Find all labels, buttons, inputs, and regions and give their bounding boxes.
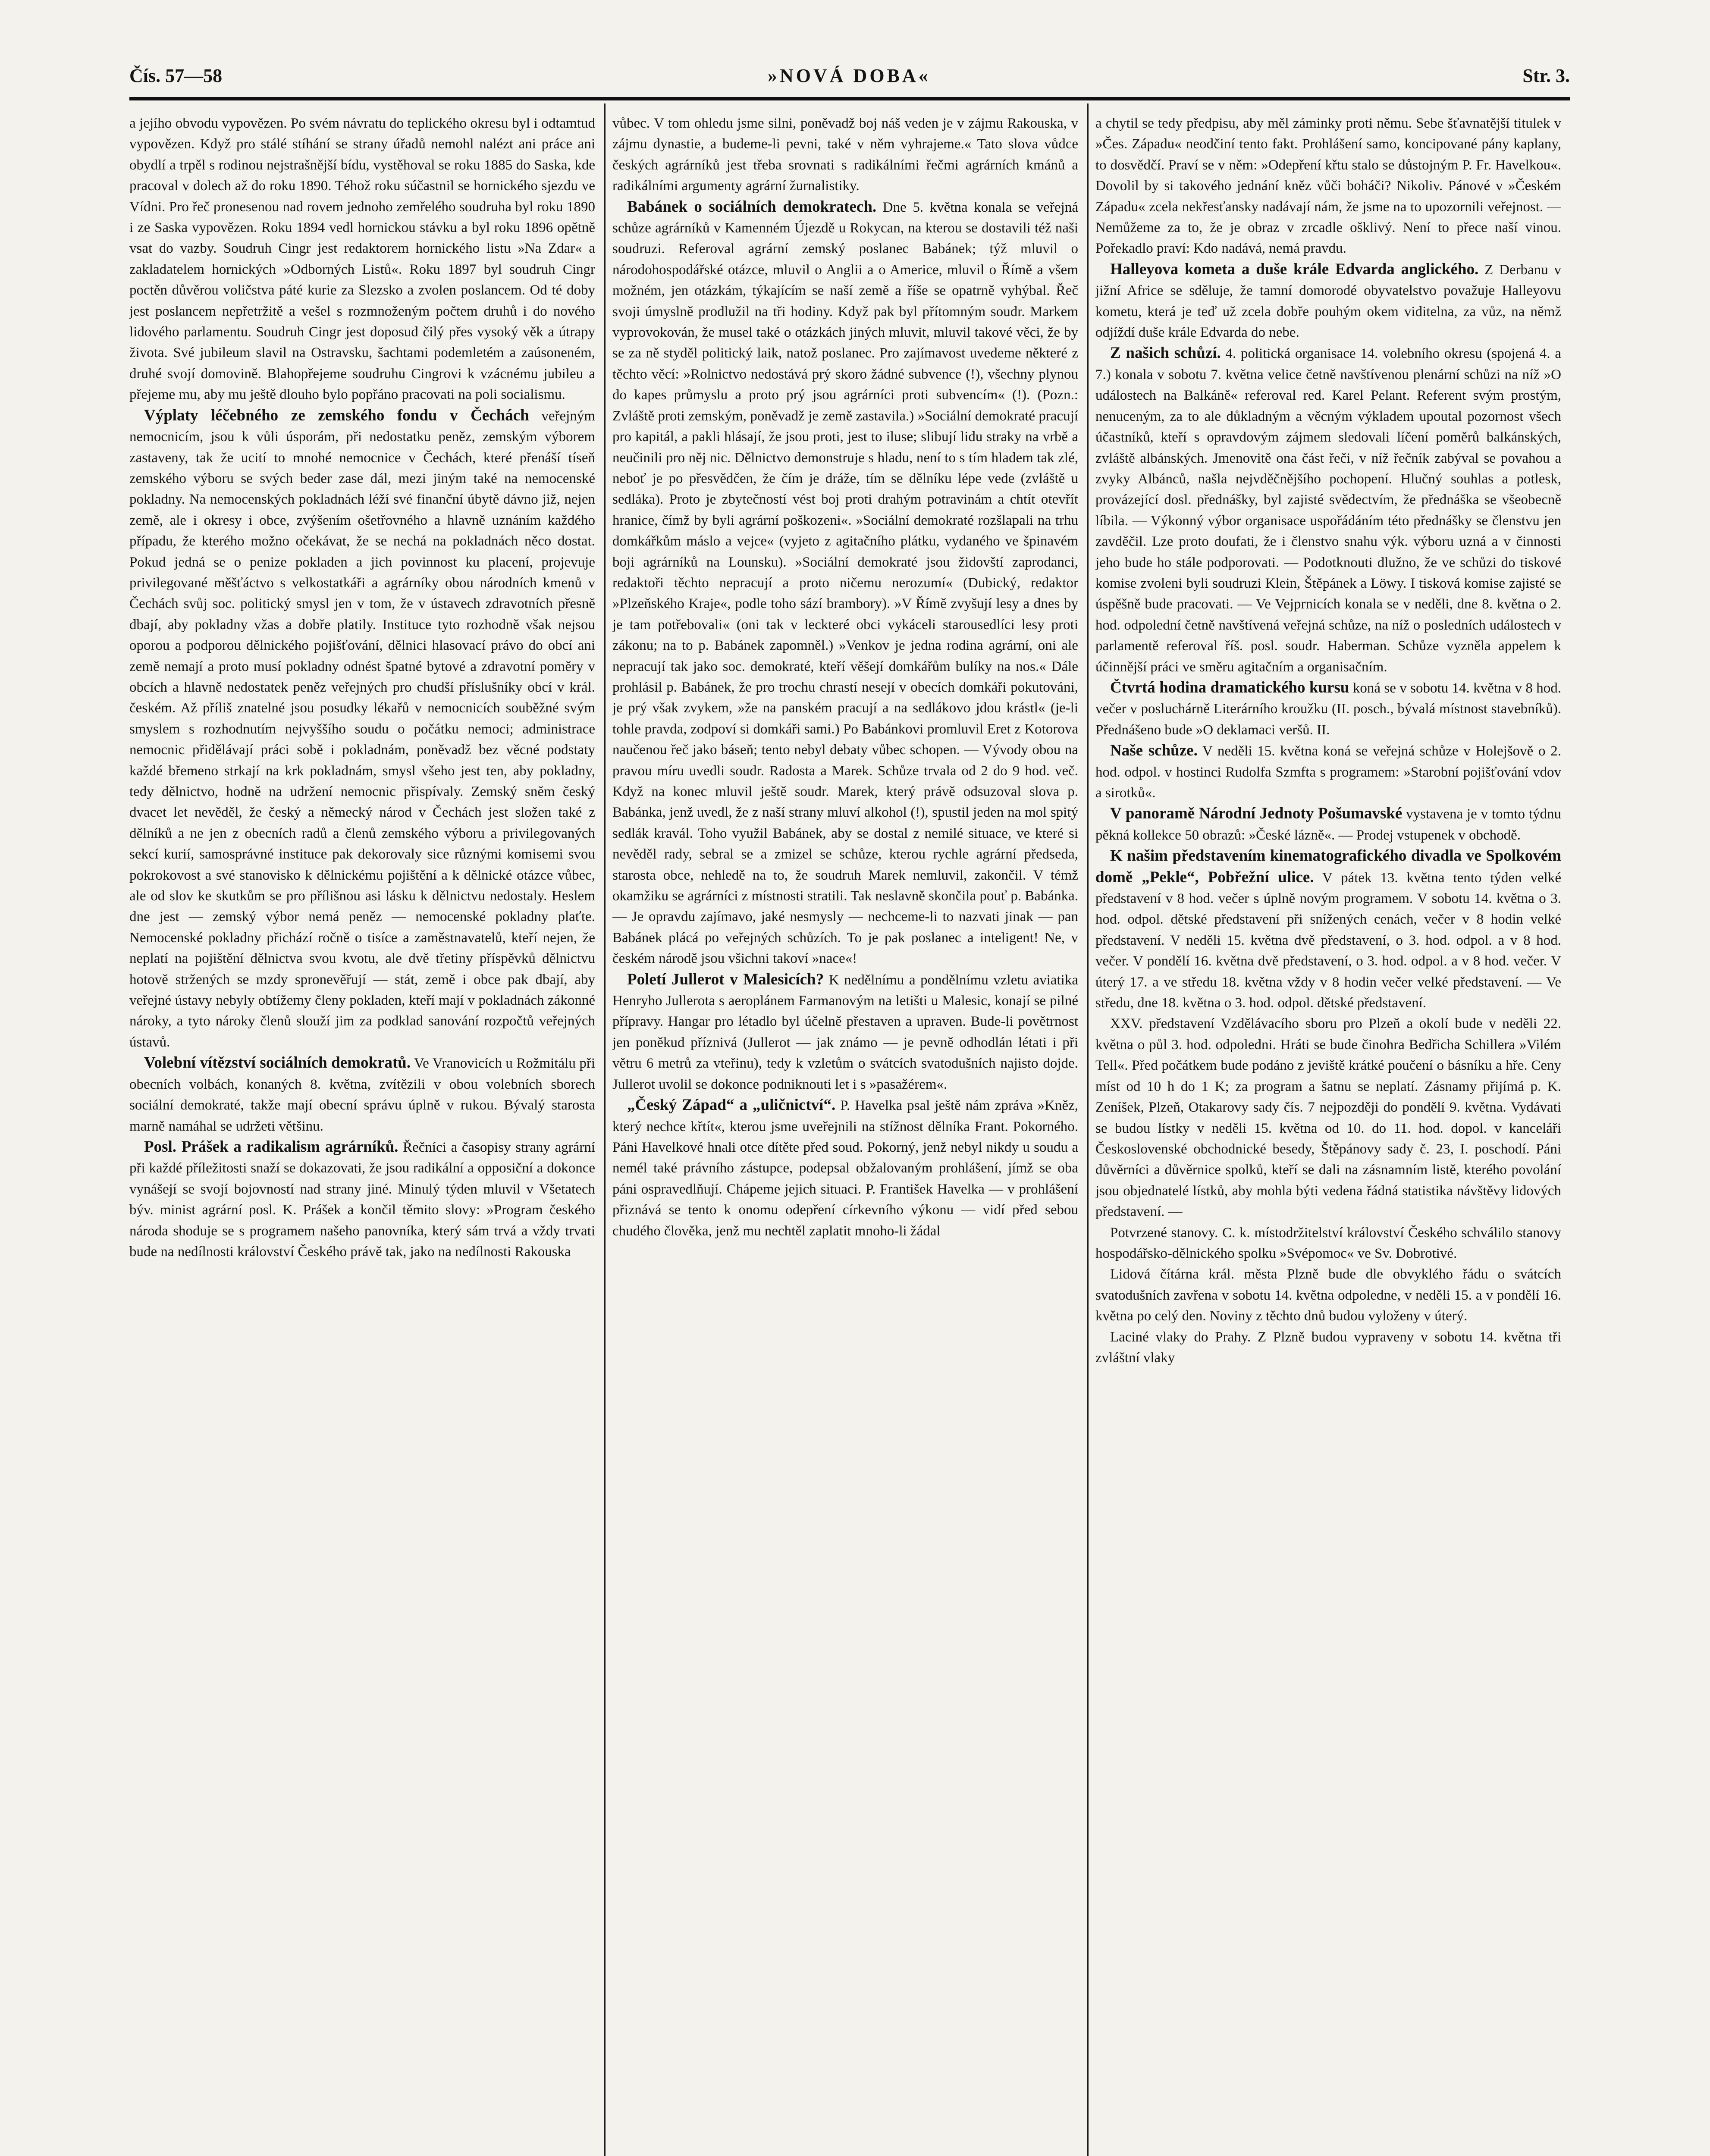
article-text: vůbec. V tom ohledu jsme silni, poněvadž boj náš veden je v zájmu Rakouska, v zájmu dynastie, a budeme-li pevni, také v něm vyhrajeme.« Tato slova vůdce českých agrárníků jest třeba srovnati s radikálními řečmi agrárních kmánů a radikálními argumenty agrární žurnalistiky. xyxy=(612,116,1078,194)
article-headline: K našim představením kinematografického divadla ve Spolkovém domě „Pekle“, Pobřežní ulice. xyxy=(1095,847,1561,886)
page-header xyxy=(129,65,1570,91)
article-text: vystavena je v tomto týdnu pěkná kollekce 50 obrazů: »České lázně«. — Prodej vstupenek v obchodě. xyxy=(1095,806,1561,843)
article-paragraph xyxy=(1095,677,1561,740)
article-text: XXV. představení Vzdělávacího sboru pro Plzeň a okolí bude v neděli 22. května o půl 3. hod. odpoledni. Hráti se bude činohra Bedřicha Schillera »Vilém Tell«. Před počátkem bude podáno z jeviště krátké poučení o básníku a hře. Ceny míst od 10 h do 1 K; za program a šatnu se neplatí. Zásnamy přijímá p. K. Zeníšek, Plzeň, Otakarovy sady čís. 7 nejpozději do pondělí 9. května. Vydávati se budou lístky v neděli 15. května od 10. do 11. hod. dopol. v kanceláři Československé obchodnické besedy, Štěpánovy sady č. 23, I. poschodí. Páni důvěrníci a důvěrnice spolků, kteří se dali na zásnamním listě, kterého povolání jsou objednatelé lístků, aby mohla býti vedena řádná statistika návštěvy lidových představení. — xyxy=(1095,1016,1561,1220)
article-paragraph xyxy=(1095,740,1561,803)
issue-number: Čís. 57—58 xyxy=(129,65,223,86)
article-paragraph xyxy=(1095,1013,1561,1222)
article-text: V neděli 15. května koná se veřejná schůze v Holejšově o 2. hod. odpol. v hostinci Rudolfa Szmfta s programem: »Starobní pojišťování vdov a sirotků«. xyxy=(1095,743,1561,801)
article-headline: Naše schůze. xyxy=(1110,742,1198,760)
article-headline: Volební vítězství sociálních demokratů. xyxy=(144,1054,411,1072)
article-text: Potvrzené stanovy. C. k. místodržitelství království Českého schválilo stanovy hospodářsko-dělnického spolku »Svépomoc« ve Sv. Dobrotivé. xyxy=(1095,1225,1561,1261)
article-text: Lidová čítárna král. města Plzně bude dle obvyklého řádu o svátcích svatodušních zavřena v sobotu 14. května odpoledne, v neděli 15. a v pondělí 16. května po celý den. Noviny z těchto dnů budou vyloženy v úterý. xyxy=(1095,1266,1561,1324)
article-paragraph xyxy=(612,969,1078,1095)
article-text: Ve Vranovicích u Rožmitálu při obecních volbách, konaných 8. května, zvítězili v obou volebních sborech sociální demokraté, takže mají obecní správu úplně v rukou. Bývalý starosta marně namáhal se udržeti většinu. xyxy=(129,1056,595,1134)
article-headline: Posl. Prášek a radikalism agrárníků. xyxy=(144,1138,398,1156)
page-number: Str. 3. xyxy=(1522,65,1570,86)
article-headline: Halleyova kometa a duše krále Edvarda anglického. xyxy=(1110,260,1479,278)
article-text: koná se v sobotu 14. května v 8 hod. večer v posluchárně Literárního kroužku (II. posch., bývalá místnost stavebníků). Přednášeno bude »O deklamaci veršů. II. xyxy=(1095,680,1561,738)
article-column-2 xyxy=(612,113,1078,2156)
column-rule xyxy=(1087,103,1089,2156)
article-headline: Babánek o sociálních demokratech. xyxy=(627,197,877,216)
article-text: K nedělnímu a pondělnímu vzletu aviatika Henryho Jullerota s aeroplánem Farmanovým na letišti u Malesic, konají se pilné přípravy. Hangar pro létadlo byl účelně přestaven a upraven. Bude-li povětrnost jen poněkud příznivá (Jullerot — jak známo — je pevně odhodlán létati i při větru 6 metrů za vteřinu), tedy k vzletům o svátcích svatodušních najisto dojde. Jullerot uvolil se dokonce podniknouti let i s »pasažérem«. xyxy=(612,972,1078,1092)
article-text: Laciné vlaky do Prahy. Z Plzně budou vypraveny v sobotu 14. května tři zvláštní vlaky xyxy=(1095,1329,1561,1366)
article-paragraph xyxy=(612,113,1078,197)
article-headline: Z našich schůzí. xyxy=(1110,344,1221,362)
article-headline: Výplaty léčebného ze zemského fondu v Čechách xyxy=(144,406,529,424)
article-text: Z Derbanu v jižní Africe se sděluje, že tamní domorodé obyvatelstvo považuje Halleyovu kometu, která je teď už zcela dobře pouhým okem viditelna, za vůz, na němž odjíždí duše krále Edvarda do nebe. xyxy=(1095,262,1561,341)
article-column-3 xyxy=(1095,113,1561,2156)
article-paragraph xyxy=(1095,343,1561,677)
column-rule xyxy=(604,103,606,2156)
article-text: V pátek 13. května tento týden velké představení v 8 hod. večer s úplně novým programem. V sobotu 14. května o 3. hod. odpol. dětské představení při snížených cenách, večer v 8 hodin velké představení. V neděli 15. května dvě představení, o 3. hod. odpol. a v 8 hod. večer. V pondělí 16. května dvě představení, o 3. hod. odpol. a v 8 hod. večer. V úterý 17. a ve středu 18. května vždy v 8 hodin večer velké představení. — Ve středu, dne 18. května o 3. hod. odpol. dětské představení. xyxy=(1095,870,1561,1011)
article-headline: „Český Západ“ a „uličnictví“. xyxy=(627,1096,836,1114)
article-paragraph xyxy=(129,1137,595,1262)
article-paragraph xyxy=(1095,259,1561,343)
article-paragraph xyxy=(1095,1222,1561,1264)
article-column-1 xyxy=(129,113,595,2156)
article-paragraph xyxy=(1095,846,1561,1013)
article-headline: Čtvrtá hodina dramatického kursu xyxy=(1110,678,1349,696)
article-text: a chytil se tedy předpisu, aby měl záminky proti němu. Sebe šťavnatější titulek v »Čes. Západu« neodčiní tento fakt. Prohlášení samo, koncipované pány kaplany, to dosvědčí. Praví se v něm: »Odepření křtu stalo se důstojným P. Fr. Havelkou«. Dovolil by si takového jednání kněz vůči boháči? Nikoliv. Pánové v »Českém Západu« zcela nekřesťansky nadávají nám, že jsme na to upozornili veřejnost. — Nemůžeme za to, že je obraz v zrcadle ošklivý. Není to přece naší vinou. Pořekadlo praví: Kdo nadává, nemá pravdu. xyxy=(1095,116,1561,257)
article-paragraph xyxy=(612,1095,1078,1241)
article-paragraph xyxy=(129,113,595,405)
article-text: Řečníci a časopisy strany agrární při každé příležitosti snaží se dokazovati, že jsou radikální a opposiční a dokonce vynášejí se svojí bojovností nad strany jiné. Minulý týden mluvil v Všetatech býv. minist agrární posl. K. Prášek a končil těmito slovy: »Program českého národa shoduje se s programem našeho panovníka, který sám trvá a vždy trvati bude na nedílnosti království Českého právě tak, jako na nedílnosti Rakouska xyxy=(129,1139,595,1260)
article-paragraph xyxy=(612,197,1078,969)
article-text: Dne 5. května konala se veřejná schůze agrárníků v Kamenném Újezdě u Rokycan, na kterou se dostavili též naši soudruzi. Referoval agrární zemský poslanec Babánek; týž mluvil o národohospodářské otázce, mluvil o Anglii a o Americe, mluvil o Římě a všem možném, jen otázkám, týkajícím se naší země a říše se opatrně vyhýbal. Řeč svoji úmyslně prodlužil na tři hodiny. Když pak byl přítomným soudr. Markem vyprovokován, že musel také o otázkách jiných mluvit, mluvil takové věci, že by se za ně styděl politický laik, natož poslanec. Pro zajímavost uvedeme některé z těchto věcí: »Rolnictvo nedostává prý skoro žádné subvence (!), všechny plynou do kapes průmyslu a proto prý jsou agrárníci proti subvencím« (!). (Pozn.: Zvláště proti zemským, poněvadž je země zastavila.) »Sociální demokraté pracují pro kapitál, a pakli hlásají, že jsou proti, jest to iluse; slibují lidu straky na vrbě a neučinili pro něj nic. Dělnictvo demonstruje s hladu, není to s tím hladem tak zlé, neboť je po přesvědčen, že čím je dráže, tím se dělníku lépe vede (zvláště u sedláka). Proto je zbytečností vést boj proti drahým potravinám a chtít otevřít hranice, čímž by byli agrární poškozeni«. »Sociální demokraté rozšlapali na trhu domkářkům máslo a vejce« (vyjeto z agitačního plátku, vydaného ve špinavém boji agrárníků na Lounsku). »Sociální demokraté jsou židovští zaprodanci, redaktoři těchto nepracují a proto ničemu nerozumí« (Dubický, redaktor »Plzeňského Kraje«, podle toho sází brambory). »V Římě zvyšují lesy a dnes by je tam potřebovali« (oni tak v leckteré obci vykáceli starousedlíci lesy proti zákonu; na to p. Babánek zapomněl.) »Venkov je jedna rodina agrární, oni ale nepracují tak jako soc. demokraté, kteří věšejí domkářům bulíky na nos.« Dále prohlásil p. Babánek, že pro trochu chrastí nesejí v obecích domkáři pokutováni, je prý však zvykem, »že na panském pracují a na sedlákovo jdou krástl« (je-li tohle pravda, zodpoví si domkáři sami.) Po Babánkovi promluvil Eret z Kotorova naučenou řeč jako báseň; tento nebyl debaty vůbec schopen. — Vývody obou na pravou míru uvedli soudr. Radosta a Marek. Schůze trvala od 2 do 9 hod. več. Když na konec mluvil ještě soudr. Marek, který právě odsuzoval slova p. Babánka, jenž uvedl, že z naší strany mluví alkohol (!), spustil jeden na mol spitý sedlák kravál. Toho využil Babánek, aby se dostal z nemilé situace, ve které si nevěděl rady, sebral se a zmizel se schůze, kterou rychle agrární předseda, starosta obce, nehledě na to, že soudruh Marek nemluvil, zakončil. V témž okamžiku se agrárníci z místnosti stratili. Tak neslavně skončila pouť p. Babánka. — Je opravdu zajímavo, jaké nesmysly — nechceme-li to nazvati jinak — pan Babánek plácá po veřejných schůzích. To je pak poslanec a inteligent! Ne, v českém národě jsou všichni takoví »nace«! xyxy=(612,199,1078,967)
article-text: P. Havelka psal ještě nám zpráva »Kněz, který nechce křtít«, kterou jsme uveřejnili na stížnost dělníka Frant. Pokorného. Páni Havelkové hnali otce dítěte před soud. Pokorný, jenž nebyl nikdy u soudu a nemél také právního zástupce, podepsal obžalovaným prohlášení, jímž se oba páni ospravedlňují. Chápeme jejich situaci. P. František Havelka — v prohlášení přiznává se tento k onomu odepření církevního výkonu — vidí před sebou chudého člověka, jenž mu nechtěl zaplatit mnoho-li žádal xyxy=(612,1098,1078,1239)
article-headline: Poletí Jullerot v Malesicích? xyxy=(627,970,824,988)
article-paragraph xyxy=(1095,803,1561,846)
article-paragraph xyxy=(1095,113,1561,259)
article-text: 4. politická organisace 14. volebního okresu (spojená 4. a 7.) konala v sobotu 7. května velice četně navštívenou plenární schůzi na níž »O událostech na Balkáně« referoval red. Karel Pelant. Referent svým prostým, nenuceným, za to ale důkladným a věcným výkladem upoutal pozornost všech účastníků, kteří s opravdovým zájmem sledovali líčení poměrů balkánských, zvláště albánských. Jmenovitě ona část řeči, v níž řečník zabýval se povahou a zvyky Albánců, našla nejvděčnějšího pochopení. Hlučný souhlas a potlesk, provázející dosl. přednášky, byl zajisté svědectvím, že přednáška se všeobecně líbila. — Výkonný výbor organisace uspořádáním této přednášky se členstvu jen zavděčil. Lze proto doufati, že i členstvo snahu výk. výboru uzná a v činnosti jeho bude ho stále podporovati. — Podotknouti dlužno, že ve schůzi do tiskové komise zvoleni byli soudruzi Klein, Štěpánek a Löwy. I tisková komise zajisté se úspěšně bude pracovati. — Ve Vejprnicích konala se v neděli, dne 8. května o 2. hod. odpolední četně navštívená veřejná schůze, na níž o posledních událostech v parlamentě referoval říš. posl. soudr. Haberman. Schůze vyzněla appelem k účinnější práci ve směru agitačním a organisačním. xyxy=(1095,346,1561,675)
article-text: veřejným nemocnicím, jsou k vůli úsporám, při nedostatku peněz, zemským výborem zastaveny, tak že ucití to mnohé nemocnice v Čechách, které přenáší tíseň zemského výboru se svých beder zase dál, mezi jiným také na nemocenské pokladny. Na nemocenských pokladnách léží své finanční úbytě dávno již, nejen země, ale i okresy i obce, zvýšením ošetřovného a hlavně uznáním každého případu, že kterého možno očekávat, že se nechá na pokladnách něco dostat. Pokud jedná se o penize pokladen a jich povinnost ku placení, projevuje privilegované měšťáctvo s velkostatkáři a agrárníky obou národních kmenů v Čechách svůj soc. politický smysl jen v tom, že v ústavech zdravotních přesně dbají, aby pokladny vžas a dobře platily. Instituce tyto rozhodně však nejsou oporou a podporou dělnického pojišťování, dělnici hlasovací právo do obcí ani země nemají a proto musí pokladny odnést špatné bytové a zdravotní poměry v obcích a hlavně nedostatek peněz veřejných pro chudší příslušníky obcí v král. českém. Až příliš znatelné jsou posudky lékařů v nemocnicích souběžné svým smyslem s rozhodnutím nejvyššího soudu o počátku nemoci; administrace nemocnic přidělávají práci sobě i pokladnám, poněvadž bez věcné podstaty každé břemeno strkají na krk pokladnám, smysl všeho jest ten, aby pokladny, tedy dělnictvo, hodně na udržení nemocnic přispívaly. Zemský sněm český dvacet let nevěděl, že český a německý národ v Čechách jest složen také z dělníků a ne jen z obecních radů a členů zemského výboru a privilegovaných sekcí kurií, samosprávné instituce pak dekorovaly sice různými komisemi svou pokrokovost a své stanovisko k dělnickému pojištění a k dělnické otázce vůbec, ale od slov ke skutkům se pro přílišnou asi lásku k dělnictvu nedostaly. Heslem dne jest — zemský výbor nemá peněz — nemocenské pokladny plaťte. Nemocenské pokladny přichází ročně o tisíce a zaměstnavatelů, kteří nejen, že neplatí na pojištění dělnictva svou kvotu, ale dvě třetiny příspěvků dělnictvu hotově stržených se mzdy spronevěřují — stát, země i obce pak dbají, aby veřejné ústavy nebyly obtížemy členy pokladen, kteří mají v pokladnách zákonné nároky, a tyto nároky členů slouží jim za podklad sanování rozpočtů veřejných ústavů. xyxy=(129,408,595,1050)
article-text: a jejího obvodu vypovězen. Po svém návratu do teplického okresu byl i odtamtud vypovězen. Když pro stálé stíhání se strany úřadů nemohl nalézt ani práce ani obydlí a trpěl s rodinou nejstrašnější bídu, vystěhoval se roku 1885 do Saska, kde pracoval v dolech až do roku 1890. Téhož roku súčastnil se hornického sjezdu ve Vídni. Pro řeč pronesenou nad rovem jednoho zemřelého soudruha byl roku 1890 i ze Saska vypovězen. Roku 1894 vedl hornickou stávku a byl roku 1896 opětně vsat do vazby. Soudruh Cingr jest redaktorem hornického listu »Na Zdar« a zakladatelem hornických »Odborných Listů«. Roku 1897 byl soudruh Cingr poctěn důvěrou voličstva páté kurie za Slezsko a zvolen poslancem. Od té doby jest poslancem nepřetržitě a vešel s rozmnoženým počtem druhů i do nového lidového parlamentu. Soudruh Cingr jest doposud čilý přes vysoký věk a útrapy života. Své jubileum slavil na Ostravsku, šachtami podemletém a zaúsoneném, druhé svojí domovině. Blahopřejeme soudruhu Cingrovi k vzácnému jubileu a přejeme mu, aby mu ještě dlouho bylo popřáno pracovati na poli socialismu. xyxy=(129,116,595,403)
masthead-title: »NOVÁ DOBA« xyxy=(768,65,931,86)
article-paragraph xyxy=(1095,1264,1561,1326)
header-rule xyxy=(129,97,1570,100)
article-paragraph xyxy=(129,405,595,1053)
article-paragraph xyxy=(1095,1327,1561,1369)
article-headline: V panoramě Národní Jednoty Pošumavské xyxy=(1110,805,1403,823)
article-paragraph xyxy=(129,1053,595,1137)
